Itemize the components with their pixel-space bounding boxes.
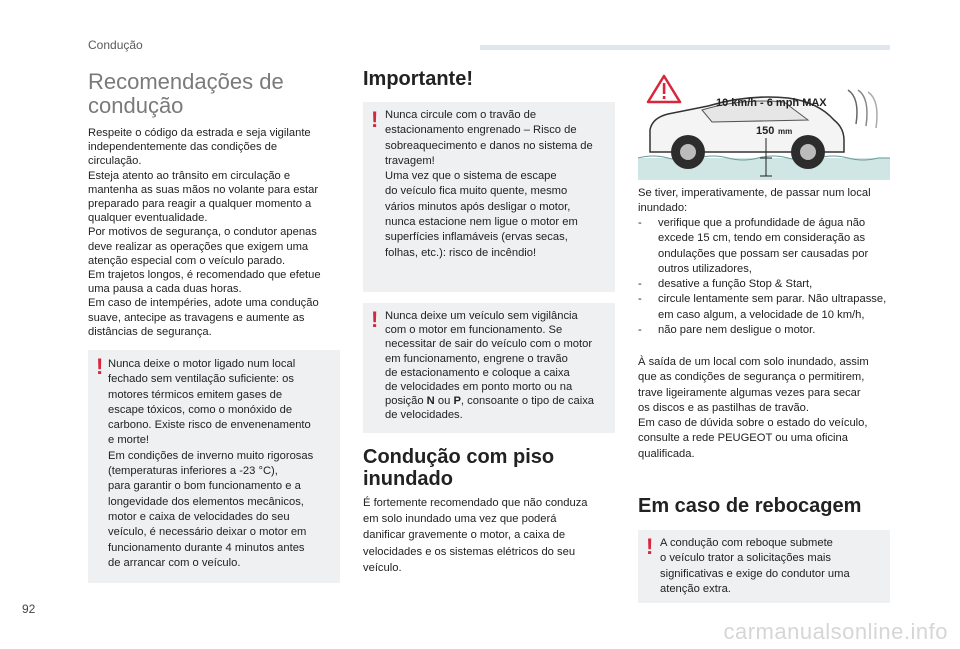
towing-warning-text: A condução com reboque submete o veículo trator a solicitações mais significativas e exige do condutor uma atenção extra. [660, 537, 850, 595]
flooded-driving-body: É fortemente recomendado que não conduza em solo inundado uma vez que poderá danificar gravemente o motor, a caixa de velocidades e os sistemas elétricos do seu veículo. [363, 497, 588, 574]
warning-exclamation-icon: ! [371, 107, 379, 132]
important-title: Importante! [363, 68, 473, 90]
warning-unattended-text: Nunca deixe um veículo sem vigilância com o motor em funcionamento. Se necessitar de sair do veículo com o motor em funcionamento, engrene o travão de estacionamento e coloque a caixa de velocidades em ponto morto ou na posição N ou P, consoante o tipo de caixa de velocidades. [385, 310, 595, 422]
recommendations-body: Respeite o código da estrada e seja vigilante independentemente das condições de circulação. Esteja atento ao trânsito em circulação e mantenha as suas mãos no volante para estar preparado para reagir a qualquer momento a qualquer eventualidade. Por motivos de segurança, o condutor apenas deve realizar as operações que exigem uma atenção especial com o veículo parado. Em trajetos longos, é recomendado que efetue uma pausa a cada duas horas. Em caso de intempéries, adote uma condução suave, antecipe as travagens e aumente as distâncias de segurança. [88, 127, 321, 338]
recommendations-title: Recomendações de condução [88, 69, 284, 118]
flood-intro: Se tiver, imperativamente, de passar num local inundado: [638, 187, 871, 215]
depth-unit-label: mm [778, 127, 793, 136]
flood-instructions-list [638, 216, 894, 338]
warning-engine-text: Nunca deixe o motor ligado num local fechado sem ventilação suficiente: os motores térmicos emitem gases de escape tóxicos, como o monóxido de carbono. Existe risco de envenenamento e morte! Em condições de inverno muito rigorosas (temperaturas inferiores a -23 °C), para garantir o bom funcionamento e a longevidade dos elementos mecânicos, motor e caixa de velocidades do seu veículo, é necessário deixar o motor em funcionamento durante 4 minutos antes de arrancar com o veículo. [108, 358, 314, 569]
warning-exclamation-icon: ! [646, 534, 654, 559]
watermark: carmanualsonline.info [723, 619, 948, 644]
car-in-water-drawing [638, 68, 890, 180]
warning-box-engine [88, 350, 340, 583]
section-header: Condução [88, 38, 143, 52]
after-flood-text: À saída de um local com solo inundado, assim que as condições de segurança o permitirem, trave ligeiramente algumas vezes para secar os discos e as pastilhas de travão. Em caso de dúvida sobre o estado do veículo, consulte a rede PEUGEOT ou uma oficina qualificada. [638, 356, 869, 460]
warning-box-towing [638, 530, 890, 603]
warning-triangle-icon [648, 76, 680, 102]
motion-line [858, 90, 867, 126]
warning-box-unattended [363, 303, 615, 433]
motion-line [848, 90, 857, 124]
flood-illustration [638, 68, 890, 180]
warning-exclamation-icon: ! [96, 354, 104, 379]
towing-title: Em caso de rebocagem [638, 495, 862, 517]
list-item: - verifique que a profundidade de água não excede 15 cm, tendo em consideração as ondulações que possam ser causadas por outros utilizadores, [638, 216, 894, 277]
page-number: 92 [22, 602, 36, 616]
list-item: - não pare nem desligue o motor. [638, 323, 894, 338]
warning-brake-text: Nunca circule com o travão de estacionamento engrenado – Risco de sobreaquecimento e danos no sistema de travagem! Uma vez que o sistema de escape do veículo fica muito quente, mesmo vários minutos após desligar o motor, nunca estacione nem ligue o motor em superfícies inflamáveis (ervas secas, folhas, etc.): risco de incêndio! [385, 109, 593, 259]
warning-exclamation-icon: ! [371, 307, 379, 332]
flooded-driving-title: Condução com piso inundado [363, 446, 555, 490]
list-item: - circule lentamente sem parar. Não ultrapasse, em caso algum, a velocidade de 10 km/h, [638, 292, 894, 323]
list-item: - desative a função Stop & Start, [638, 277, 894, 292]
depth-value-label: 150 [756, 125, 775, 137]
warning-box-brake [363, 102, 615, 292]
speed-limit-label: 10 km/h - 6 mph MAX [716, 97, 827, 109]
header-bar [480, 45, 890, 50]
motion-line [868, 92, 877, 128]
